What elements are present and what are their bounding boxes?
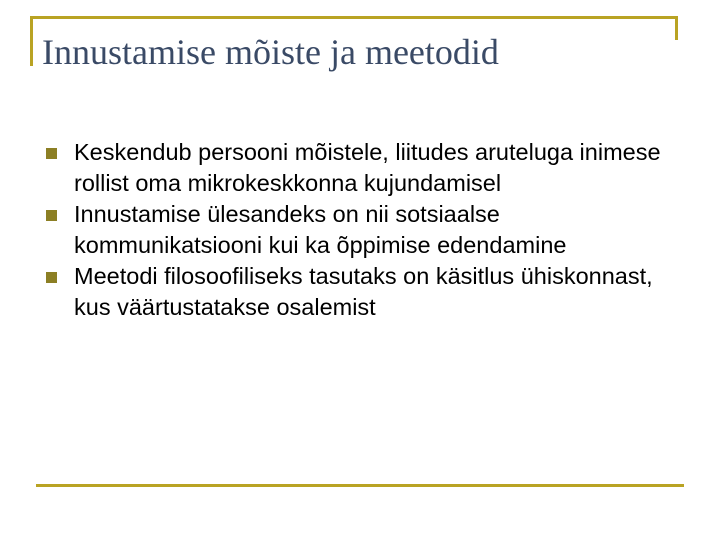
bullet-item xyxy=(46,261,686,323)
title-frame-right-tick xyxy=(675,16,678,40)
bullet-text: Meetodi filosoofiliseks tasutaks on käsitlus ühiskonnast, kus väärtustatakse osalemist xyxy=(74,263,653,320)
square-bullet-icon xyxy=(46,272,57,283)
bottom-divider-line xyxy=(36,484,684,487)
square-bullet-icon xyxy=(46,148,57,159)
title-frame-left-line xyxy=(30,16,33,66)
square-bullet-icon xyxy=(46,210,57,221)
bullet-item xyxy=(46,137,686,199)
bullet-item xyxy=(46,199,686,261)
title-frame-top-line xyxy=(30,16,678,19)
slide-title: Innustamise mõiste ja meetodid xyxy=(42,32,499,72)
bullet-text: Innustamise ülesandeks on nii sotsiaalse kommunikatsiooni kui ka õppimise edendamine xyxy=(74,201,567,258)
bullet-text: Keskendub persooni mõistele, liitudes aruteluga inimese rollist oma mikrokeskkonna kujundamisel xyxy=(74,139,661,196)
bullet-list xyxy=(46,137,686,323)
